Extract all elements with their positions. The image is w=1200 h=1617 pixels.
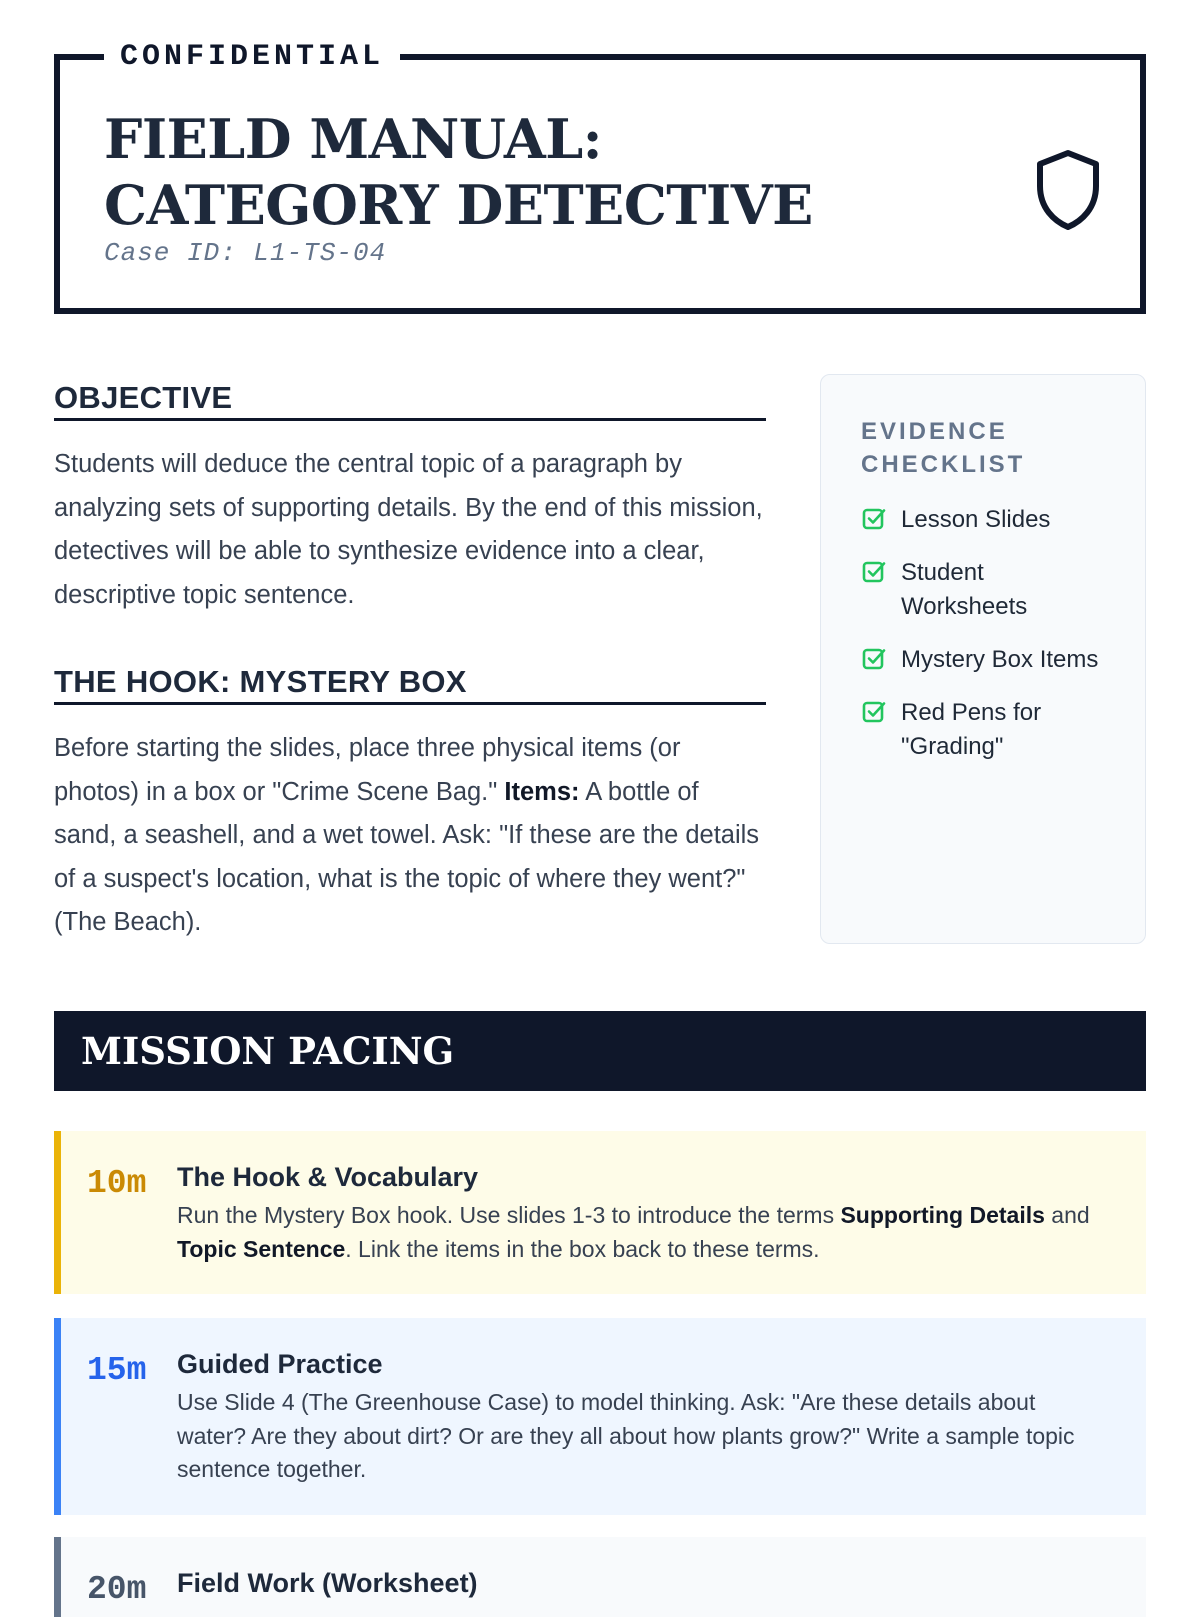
checklist-item	[861, 696, 1115, 764]
pacing-step-guided-practice	[54, 1318, 1146, 1515]
hook-section	[54, 664, 766, 945]
pacing-step-field-work	[54, 1537, 1146, 1617]
header-box	[54, 40, 1146, 314]
pacing-heading: MISSION PACING	[81, 1029, 455, 1073]
check-square-icon	[861, 506, 887, 532]
step-duration: 15m	[87, 1352, 147, 1389]
hook-text: Before starting the slides, place three physical items (or photos) in a box or "Crime Scene Bag." Items: A bottle of sand, a seashell, and a wet towel. Ask: "If these are the details of a suspect's location, what is the topic of where they went?" (The Beach).	[54, 734, 760, 936]
check-square-icon	[861, 559, 887, 585]
checklist-item-label: Lesson Slides	[901, 506, 1051, 533]
checklist-item-label: Red Pens for "Grading"	[901, 699, 1042, 760]
step-duration: 10m	[87, 1165, 147, 1202]
step-description: Run the Mystery Box hook. Use slides 1-3 to introduce the terms Supporting Details and Topic Sentence. Link the items in the box back to these terms.	[177, 1202, 1090, 1262]
evidence-checklist	[820, 374, 1146, 944]
checklist-item	[861, 503, 1115, 537]
checklist-item-label: Mystery Box Items	[901, 646, 1099, 673]
check-square-icon	[861, 699, 887, 725]
checklist-item-label: Student Worksheets	[901, 559, 1028, 620]
objective-section	[54, 380, 766, 617]
case-id: Case ID: L1-TS-04	[104, 238, 387, 268]
objective-heading: OBJECTIVE	[54, 380, 766, 421]
objective-text: Students will deduce the central topic of a paragraph by analyzing sets of supporting details. By the end of this mission, detectives will be able to synthesize evidence into a clear, descriptive topic sentence.	[54, 450, 763, 609]
checklist-heading: EVIDENCE CHECKLIST	[861, 418, 1026, 478]
items-label: Items:	[504, 777, 580, 806]
step-title: Guided Practice	[177, 1349, 383, 1379]
shield-icon	[1032, 148, 1104, 232]
check-square-icon	[861, 646, 887, 672]
step-description: Use Slide 4 (The Greenhouse Case) to model thinking. Ask: "Are these details about water? Are they about dirt? Or are they all about how plants grow?" Write a sample topic sentence together.	[177, 1389, 1075, 1482]
checklist-item	[861, 643, 1115, 677]
checklist-item	[861, 556, 1115, 624]
step-title: Field Work (Worksheet)	[177, 1568, 478, 1598]
mission-pacing-banner	[54, 1011, 1146, 1091]
pacing-step-hook	[54, 1131, 1146, 1294]
step-title: The Hook & Vocabulary	[177, 1162, 479, 1192]
hook-heading: THE HOOK: MYSTERY BOX	[54, 664, 766, 705]
step-duration: 20m	[87, 1571, 147, 1608]
page-title: FIELD MANUAL: CATEGORY DETECTIVE	[104, 107, 813, 237]
confidential-stamp: CONFIDENTIAL	[104, 38, 400, 76]
